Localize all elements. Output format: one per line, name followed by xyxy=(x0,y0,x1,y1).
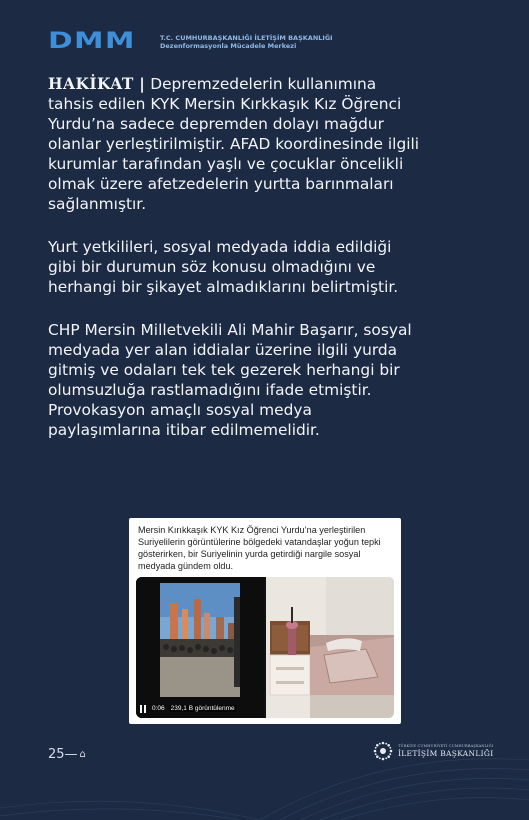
paragraph-2: Yurt yetkilileri, sosyal medyada iddia edildiği gibi bir durumun söz konusu olmadığını ve herhangi bir şikayet almadıklarını belirtmiştir. xyxy=(48,238,399,296)
news-media xyxy=(136,577,394,718)
page-dash: — xyxy=(64,747,78,762)
fact-check-text xyxy=(48,74,420,463)
footer-org-small: TÜRKİYE CUMHURİYETİ CUMHURBAŞKANLIĞI xyxy=(398,744,494,748)
paragraph-1 xyxy=(48,74,420,214)
video-controls xyxy=(139,703,237,714)
home-icon: ⌂ xyxy=(79,749,86,760)
lead-separator: | xyxy=(133,75,151,93)
dmm-logo: DMM xyxy=(48,29,136,54)
news-caption: Mersin Kırıkkaşık KYK Kız Öğrenci Yurdu’na yerleştirilen Suriyelilerin görüntülerine bölgedeki vatandaşlar yoğun tepki gösterirken, bir Suriyelinin yurda getirdiği nargile sosyal medyada gündem oldu. xyxy=(138,525,381,571)
org-line-1: T.C. CUMHURBAŞKANLIĞI İLETİŞİM BAŞKANLIĞI xyxy=(160,34,333,42)
news-screenshot-card xyxy=(129,518,401,724)
room-photo xyxy=(266,577,394,718)
decorative-waves xyxy=(0,730,529,820)
paragraph-3: CHP Mersin Milletvekili Ali Mahir Başarır, sosyal medyada yer alan iddialar üzerine ilgili yurda gitmiş ve odaları tek tek gezerek herhangi bir olumsuzluğa rastlamadığını ifade etmiştir. Provokasyon amaçlı sosyal medya paylaşımlarına itibar edilmemelidir. xyxy=(48,321,412,439)
video-views: 239,1 B görüntülenme xyxy=(170,705,235,712)
crowd-street-image xyxy=(136,577,264,718)
paragraph-1-text: Depremzedelerin kullanımına tahsis edilen KYK Mersin Kırkkaşık Kız Öğrenci Yurdu’na sadece depremden dolayı mağdur olanlar yerleştirilmiştir. AFAD koordinesinde ilgili kurumlar tarafından yaşlı ve çocuklar öncelikli olmak üzere afetzedelerin yurtta barınmaları sağlanmıştır. xyxy=(48,75,420,213)
page-number-text: 25 xyxy=(48,747,65,762)
org-line-2: Dezenformasyonla Mücadele Merkezi xyxy=(160,42,297,50)
lead-title: HAKİKAT xyxy=(48,75,134,93)
footer-org-big: İLETİŞİM BAŞKANLIĞI xyxy=(398,749,494,758)
header xyxy=(48,29,333,54)
video-thumbnail[interactable] xyxy=(136,577,264,718)
bed-room-image xyxy=(266,577,394,718)
video-time: 0:06 xyxy=(152,705,165,712)
pause-icon[interactable] xyxy=(139,705,148,713)
